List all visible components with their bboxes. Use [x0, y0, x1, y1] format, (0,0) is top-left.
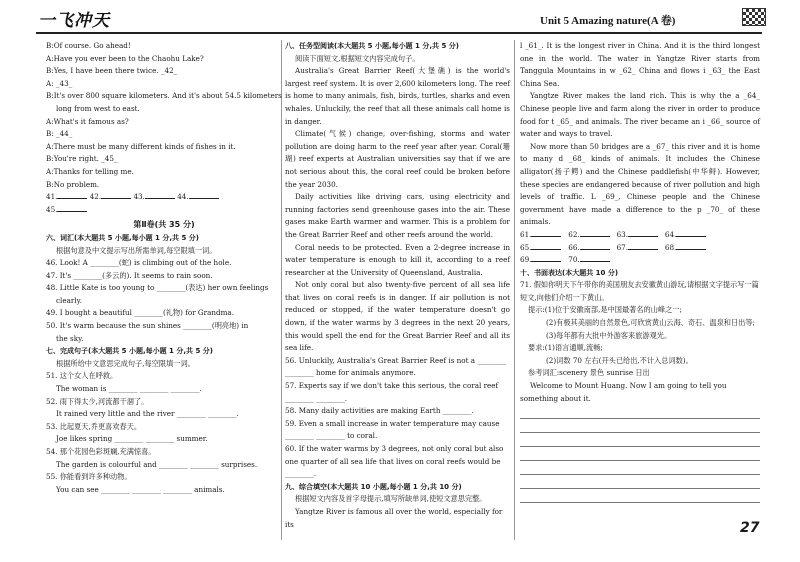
- dialogue-line: B:Of course. Go ahead!: [46, 41, 131, 50]
- writing-line[interactable]: [520, 406, 760, 419]
- answer-label: 68.: [664, 242, 677, 252]
- answer-blank[interactable]: [628, 236, 658, 237]
- section-8-title: 八、任务型阅读(本大题共 5 小题,每小题 1 分,共 5 分): [285, 42, 459, 50]
- section-9-instruction: 根据短文内容及首字母提示,填写所缺单词,使短文意思完整。: [295, 494, 487, 504]
- column-divider: [514, 40, 515, 540]
- column-right: [520, 40, 760, 503]
- part-title: 第Ⅱ卷(共 35 分): [133, 220, 195, 230]
- question-item: 48. Little Kate is too young to ________(表达) her own feelings: [46, 283, 269, 293]
- section-10-title: 十、书面表达(本大题共 10 分): [520, 268, 619, 277]
- question-item: 52. 雨下得太少,河流都干涸了。: [46, 396, 149, 406]
- section-8-instruction: 阅读下面短文,根据短文内容完成句子。: [295, 53, 420, 63]
- dialogue-line: B:It's over 800 square kilometers. And it's about 54.5 kilometers: [46, 91, 282, 101]
- writing-lines[interactable]: [520, 406, 760, 503]
- answer-label: 61.: [520, 229, 532, 239]
- dialogue-line: B:No problem.: [46, 179, 100, 189]
- passage-paragraph: Not only coral but also twenty-five percent of all sea life that lives on coral reefs is in danger. If air pollution is not reduced or stopped, if the water temperature doesn't go down, if the water warms by 3 degrees in the next 20 years, this would spell the end for the Great Barrier Reef and all its sea life.: [285, 280, 510, 353]
- passage-paragraph: Coral needs to be protected. Even a 2-degree increase in water temperature is enough to kill it, according to a reef researcher at the University of Queensland, Australia.: [285, 242, 510, 277]
- checker-flag-icon: [742, 8, 766, 26]
- question-item: You can see ________ ________ ________ animals.: [56, 484, 225, 494]
- answer-blank[interactable]: [628, 249, 658, 250]
- question-item: 57. Experts say if we don't take this serious, the coral reef ________ ________.: [285, 381, 499, 403]
- answer-blank[interactable]: [57, 198, 87, 199]
- dialogue-line: A:There must be many different kinds of fishes in it.: [46, 141, 236, 151]
- answer-blank[interactable]: [580, 249, 610, 250]
- section-6-instruction: 根据句意及中文提示写出所需单词,每空限填一词。: [56, 245, 217, 255]
- cloze-paragraph: Now more than 50 bridges are a _67_ this river and it is home to many d _68_ kinds of animals. It includes the Chinese alligator(扬子鳄) and the Chinese paddlefish(中华鲟). However, these species are endangered because of river pollution and high levels of traffic. L _69_, Chinese people and the Chinese government have made a difference to the p _70_ of these animals.: [520, 141, 760, 227]
- question-item: clearly.: [56, 295, 82, 305]
- column-middle: [285, 40, 510, 531]
- answer-blank[interactable]: [580, 236, 610, 237]
- answer-blank[interactable]: [57, 211, 87, 212]
- writing-prompt: (3)每年都有大批中外游客来旅游观光。: [546, 330, 672, 340]
- answer-blank[interactable]: [101, 198, 131, 199]
- answer-label: 42.: [89, 192, 102, 202]
- question-item: 58. Many daily activities are making Earth ________.: [285, 406, 474, 416]
- question-item: 60. If the water warms by 3 degrees, not only coral but also one quarter of all sea life that lives on coral reefs would be ________.: [285, 444, 504, 479]
- dialogue-line: B:You're right. _45_: [46, 154, 118, 164]
- writing-prompt: 71. 假如你明天下午带你的美国朋友去安徽黄山游玩,请根据文字提示写一篇短文,向他们介绍一下黄山。: [520, 280, 759, 302]
- question-item: The garden is colourful and ________ ________ surprises.: [56, 459, 258, 469]
- dialogue-line: long from west to east.: [56, 103, 140, 113]
- question-item: the sky.: [56, 333, 84, 343]
- writing-line[interactable]: [520, 476, 760, 489]
- section-6-title: 六、词汇(本大题共 5 小题,每小题 1 分,共 5 分): [46, 233, 199, 242]
- answer-label: 67.: [616, 242, 629, 252]
- writing-prompt: (2)有极其美丽的自然景色,可欣赏黄山云海、奇石、温泉和日出等;: [546, 318, 755, 328]
- answer-blank[interactable]: [145, 198, 175, 199]
- writing-line[interactable]: [520, 434, 760, 447]
- answer-blank[interactable]: [580, 261, 610, 262]
- answer-label: 65.: [520, 242, 532, 252]
- answer-blank[interactable]: [531, 236, 561, 237]
- answer-blank[interactable]: [676, 236, 706, 237]
- answer-label: 66.: [568, 242, 580, 252]
- series-logo: 一飞冲天: [38, 11, 110, 31]
- answer-row: [46, 191, 282, 204]
- question-item: 46. Look! A ________(蛇) is climbing out of the hole.: [46, 258, 232, 268]
- dialogue: [46, 40, 282, 191]
- question-item: 53. 比起夏天,乔更喜欢春天。: [46, 421, 142, 431]
- writing-prompt: (2)词数 70 左右(开头已给出,不计入总词数)。: [546, 355, 693, 365]
- answer-label: 43.: [133, 192, 145, 202]
- writing-prompt: 要求:(1)语言通顺,流畅;: [528, 343, 603, 353]
- section-9-title: 九、综合填空(本大题共 10 小题,每小题 1 分,共 10 分): [285, 482, 462, 491]
- answer-label: 62.: [568, 229, 580, 239]
- cloze-start: Yangtze River is famous all over the world, especially for its: [285, 506, 503, 529]
- essay-start: Welcome to Mount Huang. Now I am going to tell you something about it.: [520, 381, 727, 403]
- writing-line[interactable]: [520, 490, 760, 503]
- writing-prompt: 参考词汇:scenery 景色 sunrise 日出: [528, 368, 650, 378]
- answer-label: 70.: [568, 255, 580, 265]
- passage-paragraph: Daily activities like driving cars, using electricity and running factories send greenhouse gases into the air. These gases make Earth warmer and warmer. This is a problem for the Great Barrier Reef and other reefs around the world.: [285, 192, 510, 239]
- passage-paragraph: Climate(气候) change, over-fishing, storms and water pollution are doing harm to the reef year after year. Coral(珊瑚) reef experts at Australian universities say that if we are not serious about this, the coral reef could be broken before the year 2030.: [285, 129, 510, 189]
- answer-label: 44.: [177, 192, 189, 202]
- writing-line[interactable]: [520, 420, 760, 433]
- section-7-title: 七、完成句子(本大题共 5 小题,每小题 1 分,共 5 分): [46, 347, 213, 356]
- answer-label: 41.: [46, 192, 58, 202]
- dialogue-line: A:Have you ever been to the Chaohu Lake?: [46, 53, 204, 63]
- answer-row: [520, 254, 760, 267]
- answer-blank[interactable]: [676, 249, 706, 250]
- question-item: 47. It's ________(多云的). It seems to rain soon.: [46, 270, 213, 280]
- question-item: 49. I bought a beautiful ________(礼物) for Grandma.: [46, 308, 235, 318]
- page-header: [0, 0, 800, 36]
- writing-line[interactable]: [520, 448, 760, 461]
- answer-blank[interactable]: [531, 249, 561, 250]
- question-item: 59. Even a small increase in water temperature may cause ________ ________ to coral.: [285, 418, 500, 441]
- dialogue-line: A:What's it famous as?: [46, 116, 129, 126]
- dialogue-line: A:Thanks for telling me.: [46, 166, 134, 176]
- question-item: 51. 这个女人在呼救。: [46, 371, 118, 381]
- answer-label: 63.: [616, 229, 629, 239]
- question-item: 50. It's warm because the sun shines ________(明亮地) in: [46, 321, 249, 331]
- question-item: Joe likes spring ________ ________ summer.: [56, 434, 208, 444]
- question-item: It rained very little and the river ________ ________.: [56, 409, 239, 419]
- question-item: The woman is ________ ________ ________.: [56, 384, 202, 394]
- cloze-paragraph: l _61_. It is the longest river in China. And it is the third longest one in the world. The water in Yangtze River starts from Tanggula Mountains in w _62_ China and flows i _63_ the East China Sea.: [520, 41, 760, 88]
- writing-line[interactable]: [520, 462, 760, 475]
- dialogue-line: A: _43_: [46, 78, 73, 88]
- question-item: 54. 那个花园色彩斑斓,充满惊喜。: [46, 447, 156, 456]
- question-item: 56. Unluckily, Australia's Great Barrier Reef is not a ________ ________ home for animals anymore.: [285, 355, 507, 378]
- answer-blank[interactable]: [189, 198, 219, 199]
- passage-paragraph: Australia's Great Barrier Reef(大堡礁) is the world's largest reef system. It is over 2,600 kilometers long. The reef is home to many animals, fish, birds, turtles, sharks and even whales. Unluckily, the reef that all these animals call home is in danger.: [285, 66, 510, 126]
- answer-label: 69.: [520, 255, 532, 265]
- answer-label: 45.: [46, 204, 58, 214]
- cloze-paragraph: Yangtze River makes the land rich. This is why the a _64_ Chinese people live and farm along the river in order to produce food for t _65_ and animals. The river became an i _66_ source of water and ways to travel.: [520, 91, 760, 139]
- question-item: 55. 你能看到许多种动物。: [46, 472, 132, 482]
- dialogue-line: B: _44_: [46, 129, 73, 139]
- answer-row: [520, 229, 760, 242]
- writing-prompt: 提示:(1)位于安徽南部,是中国最著名的山峰之一;: [528, 305, 682, 315]
- unit-title: Unit 5 Amazing nature(A 卷): [540, 15, 676, 27]
- dialogue-line: B:Yes, I have been there twice. _42_: [46, 66, 178, 76]
- header-rule: [36, 32, 762, 34]
- answer-blank[interactable]: [531, 261, 561, 262]
- section-7-instruction: 根据所给中文意思完成句子,每空限填一词。: [56, 358, 195, 368]
- answer-row: [46, 204, 282, 217]
- answer-row: [520, 242, 760, 255]
- page-number: 27: [740, 520, 760, 536]
- column-left: [46, 40, 282, 496]
- answer-label: 64.: [664, 229, 677, 239]
